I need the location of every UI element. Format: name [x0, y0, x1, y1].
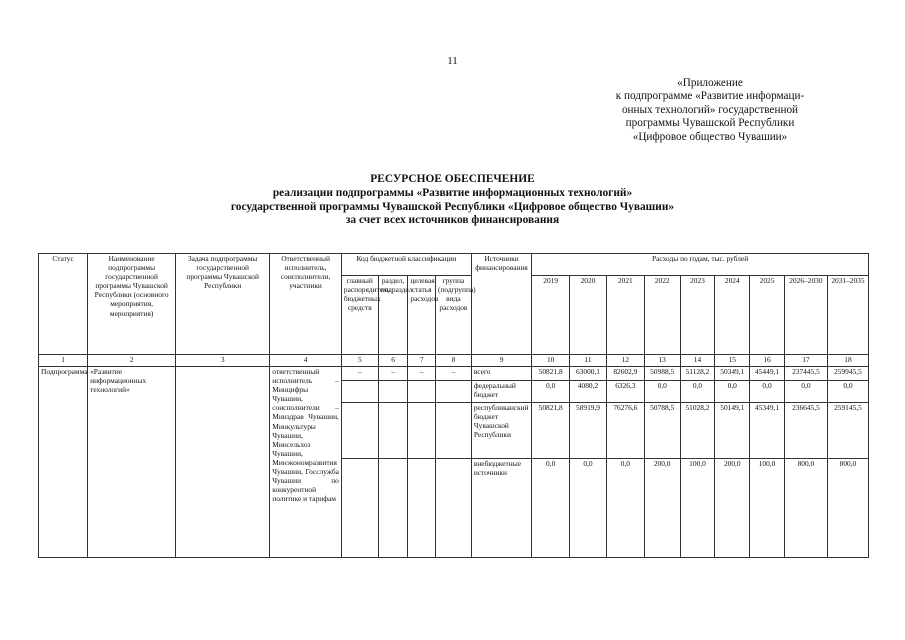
code-cell [436, 459, 472, 558]
header-year: 2025 [750, 276, 785, 355]
value-cell: 800,0 [784, 459, 827, 558]
appendix-line: онных технологий» государственной [621, 103, 799, 116]
title-line: государственной программы Чувашской Республики «Цифровое общество Чувашии» [230, 200, 675, 213]
value-cell: 50988,5 [644, 367, 680, 381]
header-code-col: главный распорядитель бюджетных средств [341, 276, 378, 355]
value-cell: 0,0 [532, 459, 570, 558]
header-source: Источники финансирования [471, 254, 531, 355]
responsible-cell: ответственный исполнитель – Минцифры Чувашии, соисполнители – Минздрав Чувашии, Минкультуры Чувашии, Минсельхоз Чувашии, Минэкономразвития Чувашии, Госслужба Чувашии по конкурентной политике и тарифам [270, 367, 342, 558]
column-number: 17 [784, 355, 827, 367]
value-cell: 63000,1 [570, 367, 607, 381]
header-responsible: Ответственный исполнитель, соисполнители, участники [270, 254, 342, 355]
column-number: 14 [680, 355, 715, 367]
column-number: 4 [270, 355, 342, 367]
value-cell: 50821,8 [532, 367, 570, 381]
code-cell [436, 381, 472, 403]
value-cell: 50149,1 [715, 403, 750, 459]
value-cell: 236645,5 [784, 403, 827, 459]
column-number: 2 [88, 355, 176, 367]
page-number: 11 [447, 55, 458, 67]
appendix-line: «Приложение [677, 77, 743, 89]
value-cell: 76276,6 [606, 403, 644, 459]
value-cell: 45349,1 [750, 403, 785, 459]
title-line: РЕСУРСНОЕ ОБЕСПЕЧЕНИЕ [370, 173, 535, 185]
appendix-line: к подпрограмме «Развитие информаци- [615, 90, 805, 103]
code-cell: – [378, 367, 408, 381]
task-cell [176, 367, 270, 558]
code-cell: – [341, 367, 378, 381]
header-year: 2026–2030 [784, 276, 827, 355]
header-year: 2023 [680, 276, 715, 355]
value-cell: 51128,2 [680, 367, 715, 381]
value-cell: 51028,2 [680, 403, 715, 459]
value-cell: 259145,5 [827, 403, 868, 459]
header-code-col: группа (подгруппа) вида расходов [436, 276, 472, 355]
code-cell [436, 403, 472, 459]
value-cell: 200,0 [715, 459, 750, 558]
header-status: Статус [39, 254, 88, 355]
value-cell: 0,0 [827, 381, 868, 403]
header-code-col: раздел, подраздел [378, 276, 408, 355]
value-cell: 259945,5 [827, 367, 868, 381]
value-cell: 100,0 [750, 459, 785, 558]
appendix-line: «Цифровое общество Чувашии» [632, 130, 788, 143]
column-number: 8 [436, 355, 472, 367]
column-number: 11 [570, 355, 607, 367]
column-number: 9 [471, 355, 531, 367]
code-cell [341, 381, 378, 403]
header-year: 2031–2035 [827, 276, 868, 355]
column-number: 5 [341, 355, 378, 367]
code-cell [378, 403, 408, 459]
code-cell [378, 459, 408, 558]
column-numbers-row [39, 355, 869, 367]
document-title [0, 173, 905, 228]
column-number: 1 [39, 355, 88, 367]
header-name: Наименование подпрограммы государственной программы Чувашской Республики (основного мероприятия, мероприятия) [88, 254, 176, 355]
code-cell [408, 459, 436, 558]
appendix-note [560, 77, 860, 144]
header-task: Задача подпрограммы государственной программы Чувашской Республики [176, 254, 270, 355]
subprogram-name-cell: «Развитие информационных технологий» [88, 367, 176, 558]
column-number: 3 [176, 355, 270, 367]
value-cell: 0,0 [750, 381, 785, 403]
value-cell: 45449,1 [750, 367, 785, 381]
header-year: 2019 [532, 276, 570, 355]
code-cell [341, 403, 378, 459]
value-cell: 800,0 [827, 459, 868, 558]
title-line: за счет всех источников финансирования [345, 214, 560, 227]
value-cell: 0,0 [784, 381, 827, 403]
header-expenses: Расходы по годам, тыс. рублей [532, 254, 869, 276]
header-year: 2021 [606, 276, 644, 355]
header-code-col: целевая статья расходов [408, 276, 436, 355]
value-cell: 4080,2 [570, 381, 607, 403]
resource-table [38, 253, 869, 558]
column-number: 18 [827, 355, 868, 367]
code-cell: – [408, 367, 436, 381]
source-cell: федеральный бюджет [471, 381, 531, 403]
value-cell: 0,0 [570, 459, 607, 558]
value-cell: 50788,5 [644, 403, 680, 459]
code-cell: – [436, 367, 472, 381]
header-year: 2024 [715, 276, 750, 355]
value-cell: 58919,9 [570, 403, 607, 459]
value-cell: 0,0 [715, 381, 750, 403]
status-cell: Подпрограмма [39, 367, 88, 558]
source-cell: республиканский бюджет Чувашской Республики [471, 403, 531, 459]
column-number: 12 [606, 355, 644, 367]
source-cell: внебюджетные источники [471, 459, 531, 558]
code-cell [341, 459, 378, 558]
header-budget-code: Код бюджетной классификации [341, 254, 471, 276]
value-cell: 237445,5 [784, 367, 827, 381]
column-number: 13 [644, 355, 680, 367]
column-number: 6 [378, 355, 408, 367]
table-row [39, 367, 869, 381]
title-line: реализации подпрограммы «Развитие информационных технологий» [272, 186, 633, 199]
value-cell: 50349,1 [715, 367, 750, 381]
value-cell: 200,0 [644, 459, 680, 558]
value-cell: 0,0 [644, 381, 680, 403]
value-cell: 100,0 [680, 459, 715, 558]
value-cell: 50821,8 [532, 403, 570, 459]
column-number: 15 [715, 355, 750, 367]
value-cell: 0,0 [532, 381, 570, 403]
header-year: 2020 [570, 276, 607, 355]
code-cell [408, 381, 436, 403]
code-cell [408, 403, 436, 459]
value-cell: 0,0 [680, 381, 715, 403]
appendix-line: программы Чувашской Республики [625, 117, 795, 130]
column-number: 16 [750, 355, 785, 367]
value-cell: 6326,3 [606, 381, 644, 403]
column-number: 10 [532, 355, 570, 367]
value-cell: 0,0 [606, 459, 644, 558]
column-number: 7 [408, 355, 436, 367]
header-year: 2022 [644, 276, 680, 355]
value-cell: 82602,9 [606, 367, 644, 381]
source-cell: всего [471, 367, 531, 381]
code-cell [378, 381, 408, 403]
